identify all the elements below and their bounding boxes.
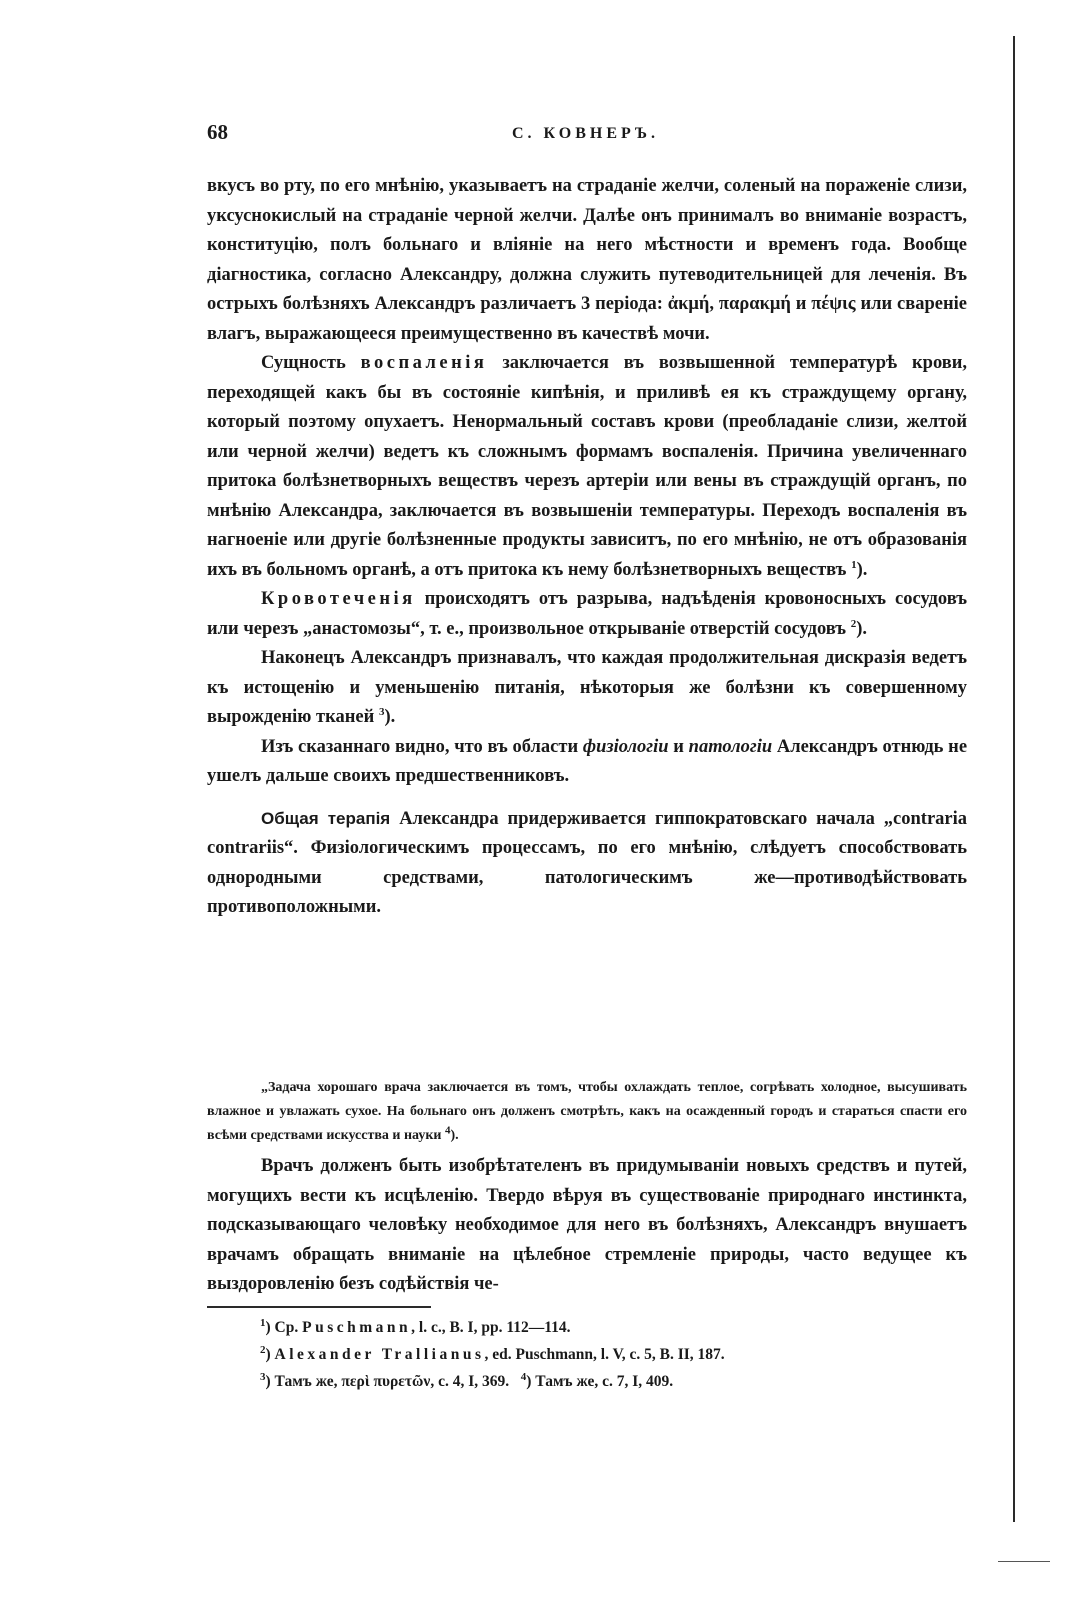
bleeding-term: Кровотеченія xyxy=(261,589,416,609)
footnote-2 xyxy=(260,1341,960,1368)
main-text-continued xyxy=(207,1152,967,1300)
footnotes xyxy=(260,1314,960,1395)
quote-paragraph xyxy=(207,1076,967,1148)
footnote-1-ref: , l. c., B. I, pp. 112—114. xyxy=(411,1319,571,1336)
general-therapy-heading: Общая терапія xyxy=(261,808,391,828)
footnote-1-prefix: ) Ср. xyxy=(265,1319,299,1336)
footnote-4-text: ) Тамъ же, c. 7, I, 409. xyxy=(526,1373,674,1390)
footnote-1-author: Puschmann xyxy=(302,1319,412,1336)
scan-edge-mark xyxy=(998,1561,1050,1562)
footnote-ref-1: 1 xyxy=(851,558,857,571)
pathology-term: патологіи xyxy=(688,736,773,757)
conclusion-text-c: Александръ отнюдь не ушелъ дальше своихъ предшественниковъ. xyxy=(207,736,968,786)
paragraph-dyscrasia xyxy=(207,644,967,733)
page-header xyxy=(207,120,967,150)
main-text xyxy=(207,172,967,923)
dyscrasia-text: Наконецъ Александръ признавалъ, что каждая продолжительная дискразія ведетъ къ истощенію и уменьшенію питанія, нѣкоторыя же болѣзни къ совершенному вырожденію тканей xyxy=(207,648,967,727)
inflammation-text: заключается въ возвышенной температурѣ крови, переходящей какъ бы въ состояніе кипѣнія, и приливѣ ея къ страждущему органу, который поэтому опухаетъ. Ненормальный составъ крови (преобладаніе слизи, желтой или черной желчи) ведетъ къ сложнымъ формамъ воспаленія. Причина увеличеннаго притока болѣзнетворныхъ веществъ черезъ артеріи или вены въ страждущій органъ, по мнѣнію Александра, заключается въ возвышеніи температуры. Переходъ воспаленія въ нагноеніе или другіе болѣзненные продукты зависитъ, по его мнѣнію, не отъ образованія ихъ въ больномъ органѣ, а отъ притока къ нему болѣзнетворныхъ веществъ xyxy=(207,353,968,580)
footnote-4-mark: 4 xyxy=(520,1370,527,1383)
paragraph-inflammation xyxy=(207,349,967,585)
footnote-1-mark: 1 xyxy=(260,1316,266,1329)
inflammation-lead: Сущность xyxy=(261,353,346,373)
conclusion-text-a: Изъ сказаннаго видно, что въ области xyxy=(261,736,579,757)
bleeding-end: ). xyxy=(856,618,868,639)
footnote-ref-2: 2 xyxy=(850,617,857,630)
page-number: 68 xyxy=(207,120,228,144)
footnote-2-mark: 2 xyxy=(260,1343,266,1356)
general-therapy-text: Александра придерживается гиппократовскаго начала „contraria contrariis“. Физіологическимъ процессамъ, по его мнѣнію, слѣдуетъ способствовать однородными средствами, патологическимъ же—противодѣйствовать противоположными. xyxy=(207,808,968,917)
inflammation-end: ). xyxy=(856,559,868,580)
footnote-2-author: Alexander Trallianus xyxy=(274,1346,485,1363)
bleeding-text: происходятъ отъ разрыва, надъѣденія кровоносныхъ сосудовъ или черезъ „анастомозы“, т. е., произвольное открываніе отверстій сосудовъ xyxy=(207,589,968,639)
dyscrasia-end: ). xyxy=(384,707,396,727)
physiology-term: физіологіи xyxy=(582,736,669,757)
paragraph-conclusion xyxy=(207,733,967,792)
footnote-1 xyxy=(260,1314,960,1341)
footnote-ref-3: 3 xyxy=(378,705,385,718)
paragraph-physician: Врачъ долженъ быть изобрѣтателенъ въ придумываніи новыхъ средствъ и путей, могущихъ вести къ исцѣленію. Твердо вѣруя въ существованіе природнаго инстинкта, подсказывающаго человѣку необходимое для него въ болѣзняхъ, Александръ внушаетъ врачамъ обращать вниманіе на цѣлебное стремленіе природы, часто ведущее къ выздоровленію безъ содѣйствія че- xyxy=(207,1156,967,1294)
paragraph-bleeding xyxy=(207,585,967,644)
footnote-3-4 xyxy=(260,1368,960,1395)
running-head: С. КОВНЕРЪ. xyxy=(512,125,660,142)
footnote-divider xyxy=(207,1306,431,1308)
inflammation-term: воспаленія xyxy=(360,353,488,373)
binding-edge-line xyxy=(1013,36,1015,1522)
footnote-ref-4: 4 xyxy=(444,1124,451,1137)
conclusion-text-b: и xyxy=(673,736,684,757)
quote-end: ). xyxy=(450,1128,459,1143)
block-quote xyxy=(207,1076,967,1148)
paragraph-general-therapy xyxy=(207,804,967,923)
footnote-2-ref: , ed. Puschmann, l. V, c. 5, B. II, 187. xyxy=(484,1346,725,1363)
quote-text: „Задача хорошаго врача заключается въ томъ, чтобы охлаждать теплое, согрѣвать холодное, высушивать влажное и увлажать сухое. На больнаго онъ долженъ смотрѣть, какъ на осажденный городъ и стараться спасти его всѣми средствами искусства и науки xyxy=(207,1080,967,1143)
footnote-2-prefix: ) xyxy=(265,1346,271,1363)
footnote-3-mark: 3 xyxy=(260,1370,266,1383)
paragraph-diagnostics: вкусъ во рту, по его мнѣнію, указываетъ на страданіе желчи, соленый на пораженіе слизи, уксуснокислый на страданіе черной желчи. Далѣе онъ принималъ во вниманіе возрастъ, конституцію, полъ больнаго и вліяніе на него мѣстности и временъ года. Вообще діагностика, согласно Александру, должна служить путеводительницей для леченія. Въ острыхъ болѣзняхъ Александръ различаетъ 3 періода: ἀκμή, παρακμή и πέψις или свареніе влагъ, выражающееся преимущественно въ качествѣ мочи. xyxy=(207,176,967,344)
footnote-3-text: ) Тамъ же, περὶ πυρετῶν, c. 4, I, 369. xyxy=(265,1373,510,1390)
